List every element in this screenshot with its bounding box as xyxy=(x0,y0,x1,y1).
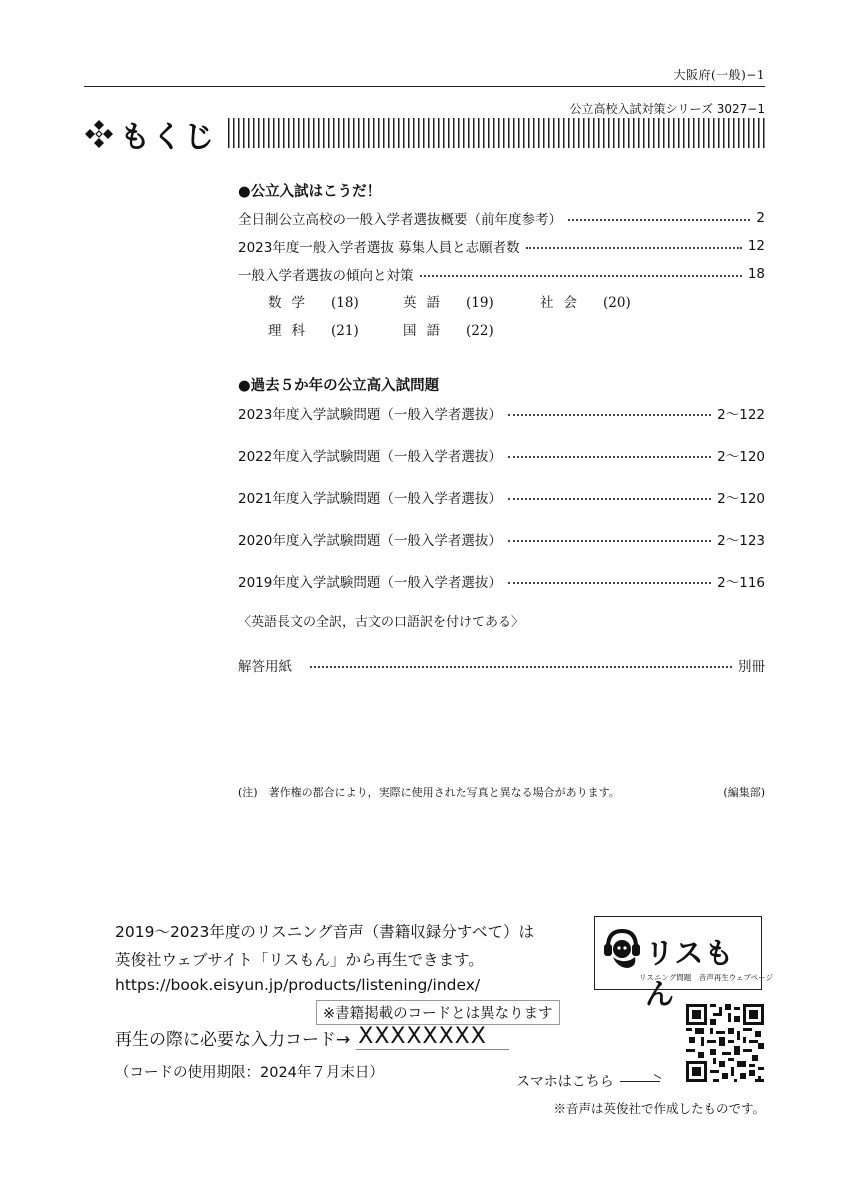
leader-dots xyxy=(310,666,732,668)
toc-row[interactable] xyxy=(238,487,765,507)
subject-page: (20) xyxy=(603,295,631,311)
toc-row-page: 18 xyxy=(747,266,765,282)
subject-page: (21) xyxy=(331,323,359,339)
input-code-value[interactable]: XXXXXXXX xyxy=(356,1024,509,1050)
copyright-text: (注) 著作権の都合により，実際に使用された写真と異なる場合があります。 xyxy=(238,786,620,799)
smartphone-text: スマホはこちら xyxy=(516,1074,614,1090)
leader-dots xyxy=(420,275,742,277)
audio-note: ※音声は英俊社で作成したものです。 xyxy=(553,1101,765,1116)
subject-page: (18) xyxy=(331,295,359,311)
toc-row-label: 全日制公立高校の一般入学者選抜概要（前年度参考） xyxy=(238,212,562,228)
diamond-cluster-icon xyxy=(84,119,114,149)
lismon-logo[interactable] xyxy=(594,916,773,1011)
subject-english[interactable] xyxy=(403,291,494,311)
toc-row-page: 2〜120 xyxy=(717,449,765,465)
headset-squirrel-icon xyxy=(603,927,641,975)
toc-row-label: 2020年度入学試験問題（一般入学者選抜） xyxy=(238,533,502,549)
toc-row-page: 2〜116 xyxy=(717,575,765,591)
toc-row-page: 12 xyxy=(747,238,765,254)
toc-row-label: 一般入学者選抜の傾向と対策 xyxy=(238,268,414,284)
subject-page: (19) xyxy=(466,295,494,311)
arrow-right-icon xyxy=(620,1081,660,1082)
leader-dots xyxy=(508,582,711,584)
toc-row[interactable] xyxy=(238,264,765,284)
editor-label: (編集部) xyxy=(723,786,765,799)
subject-science[interactable] xyxy=(268,319,359,339)
leader-dots xyxy=(508,456,711,458)
toc-row[interactable] xyxy=(238,236,765,256)
input-code-row xyxy=(115,1024,509,1050)
listening-line-1: 2019〜2023年度のリスニング音声（書籍収録分すべて）は xyxy=(115,923,534,941)
toc-row-page: 2 xyxy=(756,210,765,226)
section-heading-past-exams: ●過去５か年の公立高入試問題 xyxy=(238,378,440,394)
toc-row-label: 2019年度入学試験問題（一般入学者選抜） xyxy=(238,575,502,591)
code-period: （コードの使用期限：2024年７月末日） xyxy=(115,1065,384,1081)
toc-row-page: 2〜120 xyxy=(717,491,765,507)
subject-social[interactable] xyxy=(540,291,631,311)
input-code-label: 再生の際に必要な入力コード→ xyxy=(115,1029,351,1050)
toc-row-page: 2〜123 xyxy=(717,533,765,549)
translation-note: 〈英語長文の全訳，古文の口語訳を付けてある〉 xyxy=(238,615,525,630)
subject-name: 国語 xyxy=(403,323,450,339)
leader-dots xyxy=(526,247,742,249)
copyright-note xyxy=(238,784,765,800)
subject-name: 社会 xyxy=(540,295,587,311)
logo-subtitle: リスニング問題 音声再生ウェブページ xyxy=(639,973,773,982)
qr-code-icon[interactable] xyxy=(686,1004,764,1082)
title-text: もくじ xyxy=(120,120,216,155)
smartphone-label xyxy=(516,1071,660,1091)
subject-japanese[interactable] xyxy=(403,319,494,339)
toc-row[interactable] xyxy=(238,445,765,465)
toc-row-label: 2022年度入学試験問題（一般入学者選抜） xyxy=(238,449,502,465)
code-notice-box: ※書籍掲載のコードとは異なります xyxy=(316,1000,560,1025)
listening-url[interactable]: https://book.eisyun.jp/products/listening/index/ xyxy=(115,976,481,994)
answer-sheet-row[interactable] xyxy=(238,655,765,675)
toc-row-page: 2〜122 xyxy=(717,407,765,423)
toc-row[interactable] xyxy=(238,403,765,423)
subject-name: 理科 xyxy=(268,323,315,339)
subject-name: 数学 xyxy=(268,295,315,311)
leader-dots xyxy=(508,498,711,500)
subject-math[interactable] xyxy=(268,291,359,311)
section-heading-public-exam: ●公立入試はこうだ！ xyxy=(238,184,382,200)
leader-dots xyxy=(568,219,750,221)
listening-line-2: 英俊社ウェブサイト「リスもん」から再生できます。 xyxy=(115,951,484,969)
logo-text: リスもん xyxy=(645,936,735,1011)
toc-row[interactable] xyxy=(238,571,765,591)
toc-row-label: 2021年度入学試験問題（一般入学者選抜） xyxy=(238,491,502,507)
title-bars xyxy=(228,118,768,148)
leader-dots xyxy=(508,414,711,416)
subject-page: (22) xyxy=(466,323,494,339)
toc-row[interactable] xyxy=(238,208,765,228)
toc-row-label: 2023年度一般入学者選抜 募集人員と志願者数 xyxy=(238,240,520,256)
answer-sheet-label: 解答用紙 xyxy=(238,659,292,675)
answer-sheet-page: 別冊 xyxy=(738,659,765,675)
series-label: 公立高校入試対策シリーズ 3027−1 xyxy=(569,102,765,116)
toc-row-label: 2023年度入学試験問題（一般入学者選抜） xyxy=(238,407,502,423)
header-rule xyxy=(84,86,765,87)
toc-row[interactable] xyxy=(238,529,765,549)
subject-name: 英語 xyxy=(403,295,450,311)
page-code: 大阪府(一般)−1 xyxy=(673,68,765,82)
toc-title xyxy=(84,112,216,156)
leader-dots xyxy=(508,540,711,542)
